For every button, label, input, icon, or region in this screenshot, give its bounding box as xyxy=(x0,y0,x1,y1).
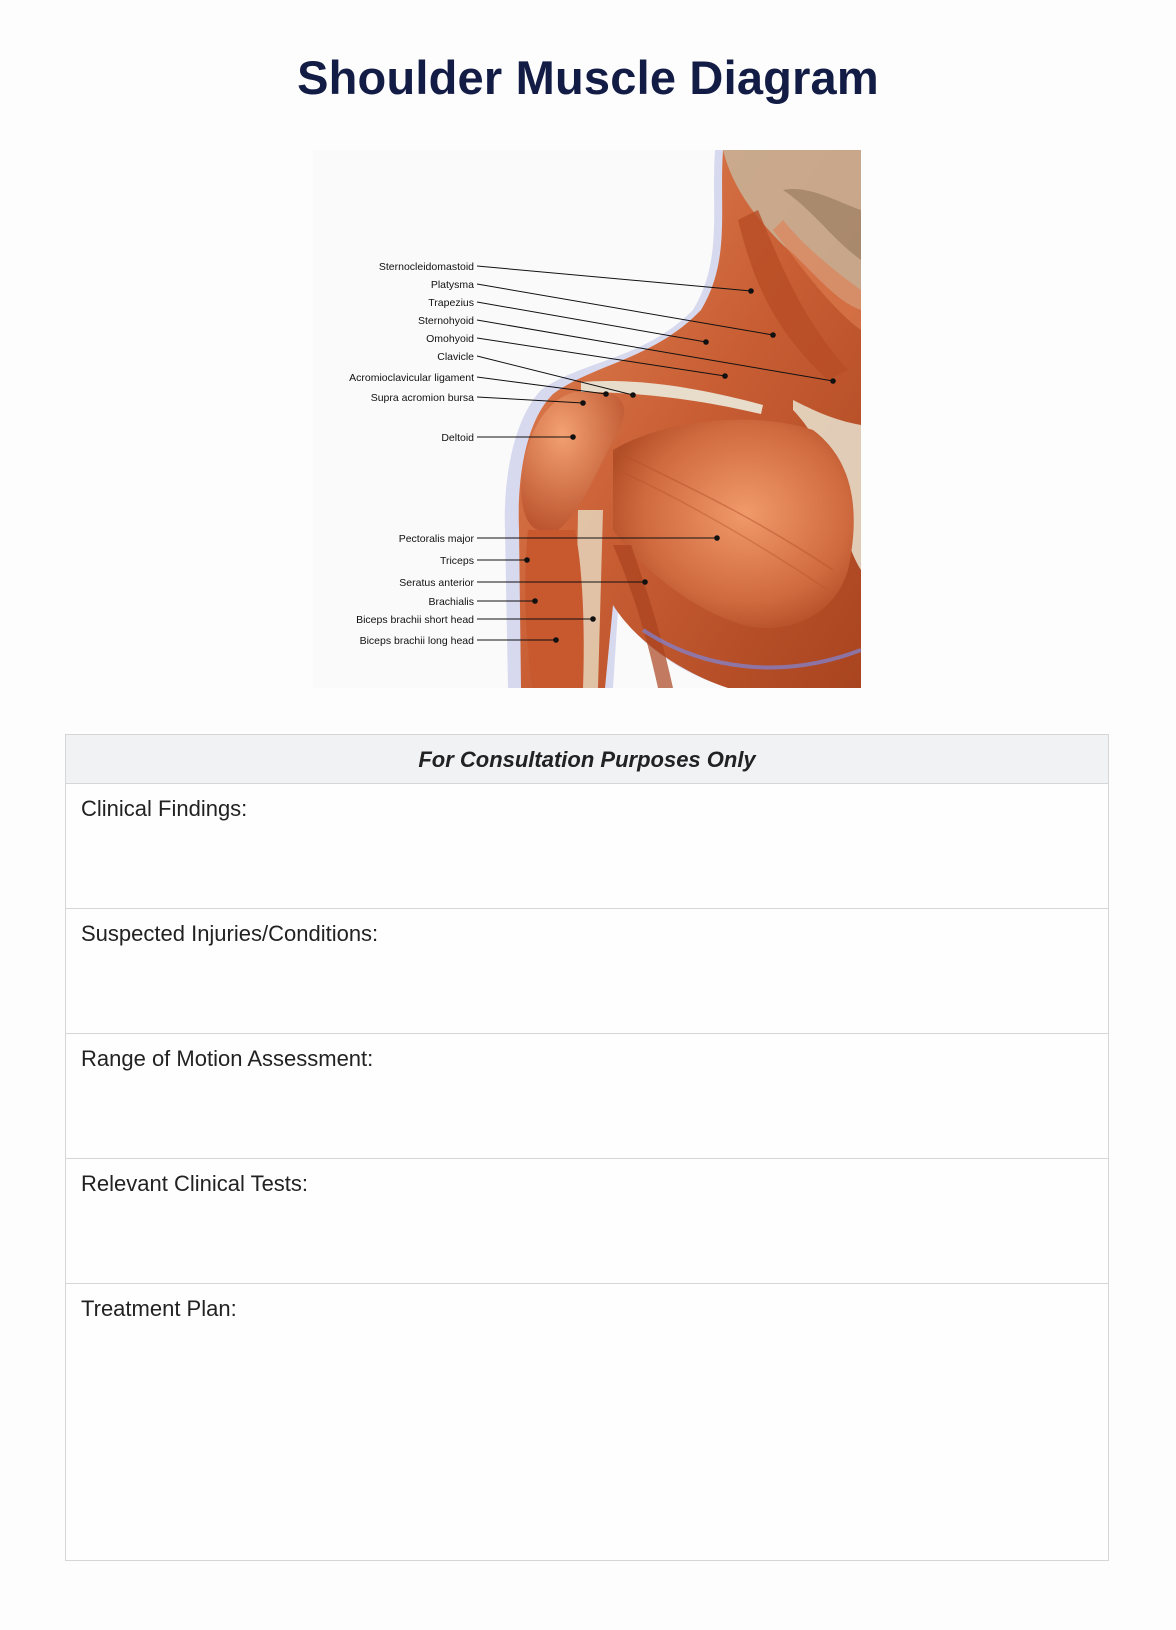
diagram-label: Brachialis xyxy=(428,596,474,608)
diagram-label: Biceps brachii short head xyxy=(356,614,474,626)
section-label: Relevant Clinical Tests: xyxy=(81,1171,309,1196)
section-clinical-findings[interactable] xyxy=(66,784,1108,909)
section-label: Suspected Injuries/Conditions: xyxy=(81,921,379,946)
diagram-label: Biceps brachii long head xyxy=(359,635,474,647)
diagram-label: Sternocleidomastoid xyxy=(378,261,474,273)
diagram-label: Pectoralis major xyxy=(398,533,474,545)
diagram-label: Omohyoid xyxy=(426,333,474,345)
diagram-label: Deltoid xyxy=(441,432,474,444)
section-treatment-plan[interactable] xyxy=(66,1284,1108,1560)
section-range-of-motion[interactable] xyxy=(66,1034,1108,1159)
page-title: Shoulder Muscle Diagram xyxy=(297,51,879,104)
form-header: For Consultation Purposes Only xyxy=(66,735,1108,784)
section-suspected-injuries[interactable] xyxy=(66,909,1108,1034)
section-label: Clinical Findings: xyxy=(81,796,248,821)
section-clinical-tests[interactable] xyxy=(66,1159,1108,1284)
diagram-label: Acromioclavicular ligament xyxy=(349,372,474,384)
diagram-label: Sternohyoid xyxy=(417,315,474,327)
diagram-label: Seratus anterior xyxy=(399,577,474,589)
diagram-label: Clavicle xyxy=(437,351,474,363)
diagram-label: Triceps xyxy=(439,555,474,567)
diagram-label: Supra acromion bursa xyxy=(370,392,474,404)
consultation-form xyxy=(65,734,1109,1561)
diagram-label: Trapezius xyxy=(428,297,474,309)
diagram-label: Platysma xyxy=(430,279,474,291)
section-label: Range of Motion Assessment: xyxy=(81,1046,374,1071)
shoulder-anatomy-illustration xyxy=(313,150,861,688)
section-label: Treatment Plan: xyxy=(81,1296,237,1321)
